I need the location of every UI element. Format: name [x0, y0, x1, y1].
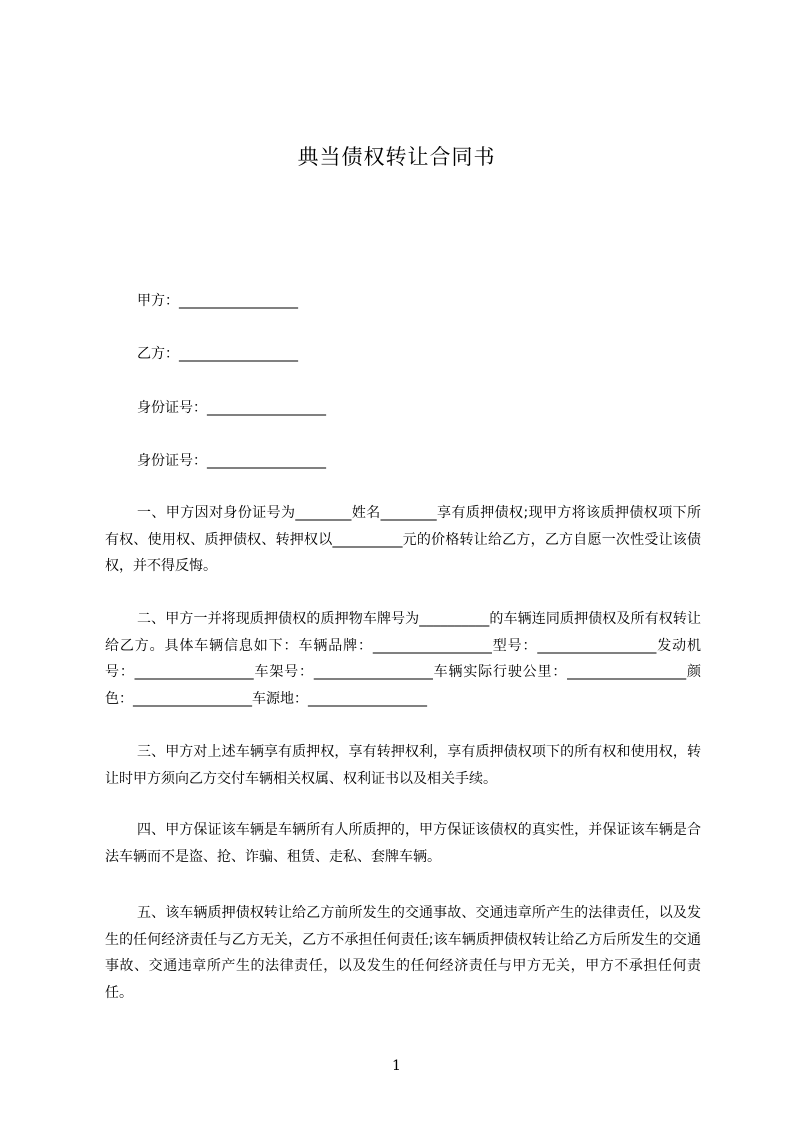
clause-3: 三、甲方对上述车辆享有质押权，享有转押权利，享有质押债权项下的所有权和使用权，转让时甲方须向乙方交付车辆相关权属、权利证书以及相关手续。 [105, 744, 701, 787]
party-a-field: 甲方：_________________ [137, 293, 298, 309]
clause-2: 二、甲方一并将现质押债权的质押物车牌号为__________的车辆连同质押债权及所有权转让给乙方。具体车辆信息如下：车辆品牌：_________________型号：_________________发动机号：_________________车架号：_________________车辆实际行驶公里：_________________颜色：_________________车源地：_________________ [105, 611, 701, 707]
clause-4: 四、甲方保证该车辆是车辆所有人所质押的，甲方保证该债权的真实性，并保证该车辆是合法车辆而不是盗、抢、诈骗、租赁、走私、套牌车辆。 [105, 822, 701, 865]
document-title: 典当债权转让合同书 [297, 145, 496, 169]
id-number-field-1: 身份证号：_________________ [137, 400, 326, 416]
clause-1: 一、甲方因对身份证号为________姓名________享有质押债权;现甲方将该质押债权项下所有权、使用权、质押债权、转押权以__________元的价格转让给乙方，乙方自愿一次性受让该债权，并不得反悔。 [105, 505, 701, 574]
party-b-field: 乙方：_________________ [137, 346, 298, 362]
page-number: 1 [392, 1058, 401, 1074]
clause-5: 五、该车辆质押债权转让给乙方前所发生的交通事故、交通违章所产生的法律责任，以及发生的任何经济责任与乙方无关，乙方不承担任何责任;该车辆质押债权转让给乙方后所发生的交通事故、交通违章所产生的法律责任，以及发生的任何经济责任与甲方无关，甲方不承担任何责任。 [105, 905, 701, 1001]
id-number-field-2: 身份证号：_________________ [137, 453, 326, 469]
